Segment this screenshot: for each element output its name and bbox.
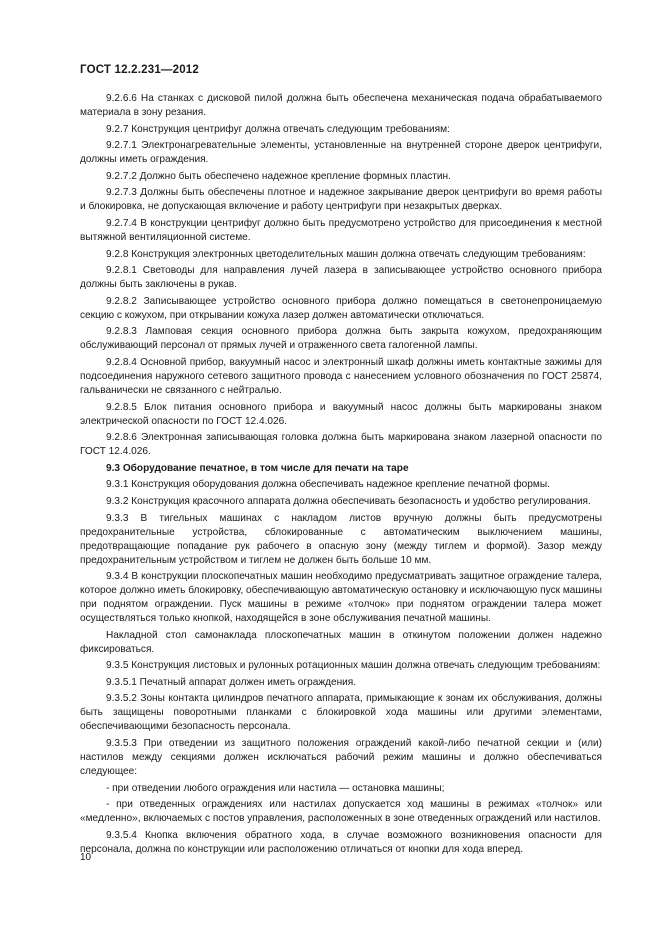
section-heading-9-3: 9.3 Оборудование печатное, в том числе для печати на таре (106, 462, 409, 474)
clause-9-3-3: 9.3.3 В тигельных машинах с накладом листов вручную должны быть предусмотрены предохранительные устройства, сблокированные с автоматическим выключением машины, предотвращающие попадание рук рабочего в опасную зону (между тиглем и формой). Зазор между предохранительным устройством и тиглем не должен быть больше 10 мм. (80, 512, 602, 566)
standard-header: ГОСТ 12.2.231—2012 (80, 64, 199, 76)
list-item-jog-mode: - при отведенных ограждениях или настилах допускается ход машины в режимах «толчок» или «медленно», включаемых с постов управления, расположенных в зоне отведенных ограждений или настилов. (80, 799, 602, 825)
clause-9-2-8-4: 9.2.8.4 Основной прибор, вакуумный насос и электронный шкаф должны иметь контактные зажимы для подсоединения наружного сетевого защитного провода с нанесением условного обозначения по ГОСТ 25874, гальванически не связанного с нейтралью. (80, 356, 602, 396)
page-number: 10 (80, 852, 92, 863)
clause-9-2-7-4: 9.2.7.4 В конструкции центрифуг должно быть предусмотрено устройство для присоединения к местной вытяжной вентиляционной системе. (80, 217, 602, 243)
clause-9-3-5-3: 9.3.5.3 При отведении из защитного положения ограждений какой-либо печатной секции и (или) настилов между секциями должен исключаться рабочий режим машины и должно обеспечиваться следующее: (80, 738, 602, 778)
clause-9-2-6-6: 9.2.6.6 На станках с дисковой пилой должна быть обеспечена механическая подача обрабатываемого материала в зону резания. (80, 93, 602, 118)
clause-9-2-8-5: 9.2.8.5 Блок питания основного прибора и вакуумный насос должны быть маркированы знаком электрической опасности по ГОСТ 12.4.026. (80, 401, 602, 427)
clause-9-2-7-3: 9.2.7.3 Должны быть обеспечены плотное и надежное закрывание дверок центрифуги во время работы и блокировка, не допускающая включение и работу центрифуги при незакрытых дверках. (80, 187, 602, 213)
clause-9-3-5: 9.3.5 Конструкция листовых и рулонных ротационных машин должна отвечать следующим требованиям: (106, 660, 601, 672)
clause-9-3-5-1: 9.3.5.1 Печатный аппарат должен иметь ограждения. (106, 676, 357, 688)
clause-9-2-7-1: 9.2.7.1 Электронагревательные элементы, установленные на внутренней стороне дверок центрифуги, должны иметь ограждения. (80, 140, 602, 166)
document-body (80, 92, 602, 859)
clause-9-3-2: 9.3.2 Конструкция красочного аппарата должна обеспечивать безопасность и удобство регулирования. (106, 495, 591, 507)
clause-9-2-7: 9.2.7 Конструкция центрифуг должна отвечать следующим требованиям: (106, 123, 450, 135)
clause-9-3-4-note: Накладной стол самонаклада плоскопечатных машин в откинутом положении должен надежно фиксироваться. (80, 629, 602, 655)
clause-9-3-5-2: 9.3.5.2 Зоны контакта цилиндров печатного аппарата, примыкающие к зонам их обслуживания, должны быть защищены поворотными планками с блокировкой хода машины или другими элементами, обеспечивающими безопасность персонала. (80, 693, 602, 733)
clause-9-3-5-4: 9.3.5.4 Кнопка включения обратного хода, в случае возможного возникновения опасности для персонала, должна по конструкции или расположению отличаться от кнопки для хода вперед. (80, 829, 602, 855)
clause-9-3-1: 9.3.1 Конструкция оборудования должна обеспечивать надежное крепление печатной формы. (106, 479, 550, 491)
clause-9-2-8-6: 9.2.8.6 Электронная записывающая головка должна быть маркирована знаком лазерной опасности по ГОСТ 12.4.026. (80, 432, 602, 458)
clause-9-2-7-2: 9.2.7.2 Должно быть обеспечено надежное крепление формных пластин. (106, 170, 451, 182)
clause-9-2-8-2: 9.2.8.2 Записывающее устройство основного прибора должно помещаться в светонепроницаемую секцию с кожухом, при открывании кожуха лазер должен автоматически отключаться. (80, 295, 602, 321)
list-item-stop-machine: - при отведении любого ограждения или настила — остановка машины; (106, 782, 445, 794)
clause-9-2-8: 9.2.8 Конструкция электронных цветоделительных машин должна отвечать следующим требованиям: (106, 248, 586, 260)
clause-9-3-4: 9.3.4 В конструкции плоскопечатных машин необходимо предусматривать защитное ограждение талера, которое должно иметь блокировку, обеспечивающую автоматическую остановку и исключающую пуск машины при поднятом ограждении. Пуск машины в режиме «толчок» при поднятом ограждении талера может осуществляться только кнопкой, находящейся в зоне обслуживания печатной машины. (80, 571, 602, 625)
clause-9-2-8-3: 9.2.8.3 Ламповая секция основного прибора должна быть закрыта кожухом, предохраняющим обслуживающий персонал от прямых лучей и отраженного света галогенной лампы. (80, 326, 602, 352)
clause-9-2-8-1: 9.2.8.1 Световоды для направления лучей лазера в записывающее устройство основного прибора должны быть заключены в рукав. (80, 265, 602, 291)
